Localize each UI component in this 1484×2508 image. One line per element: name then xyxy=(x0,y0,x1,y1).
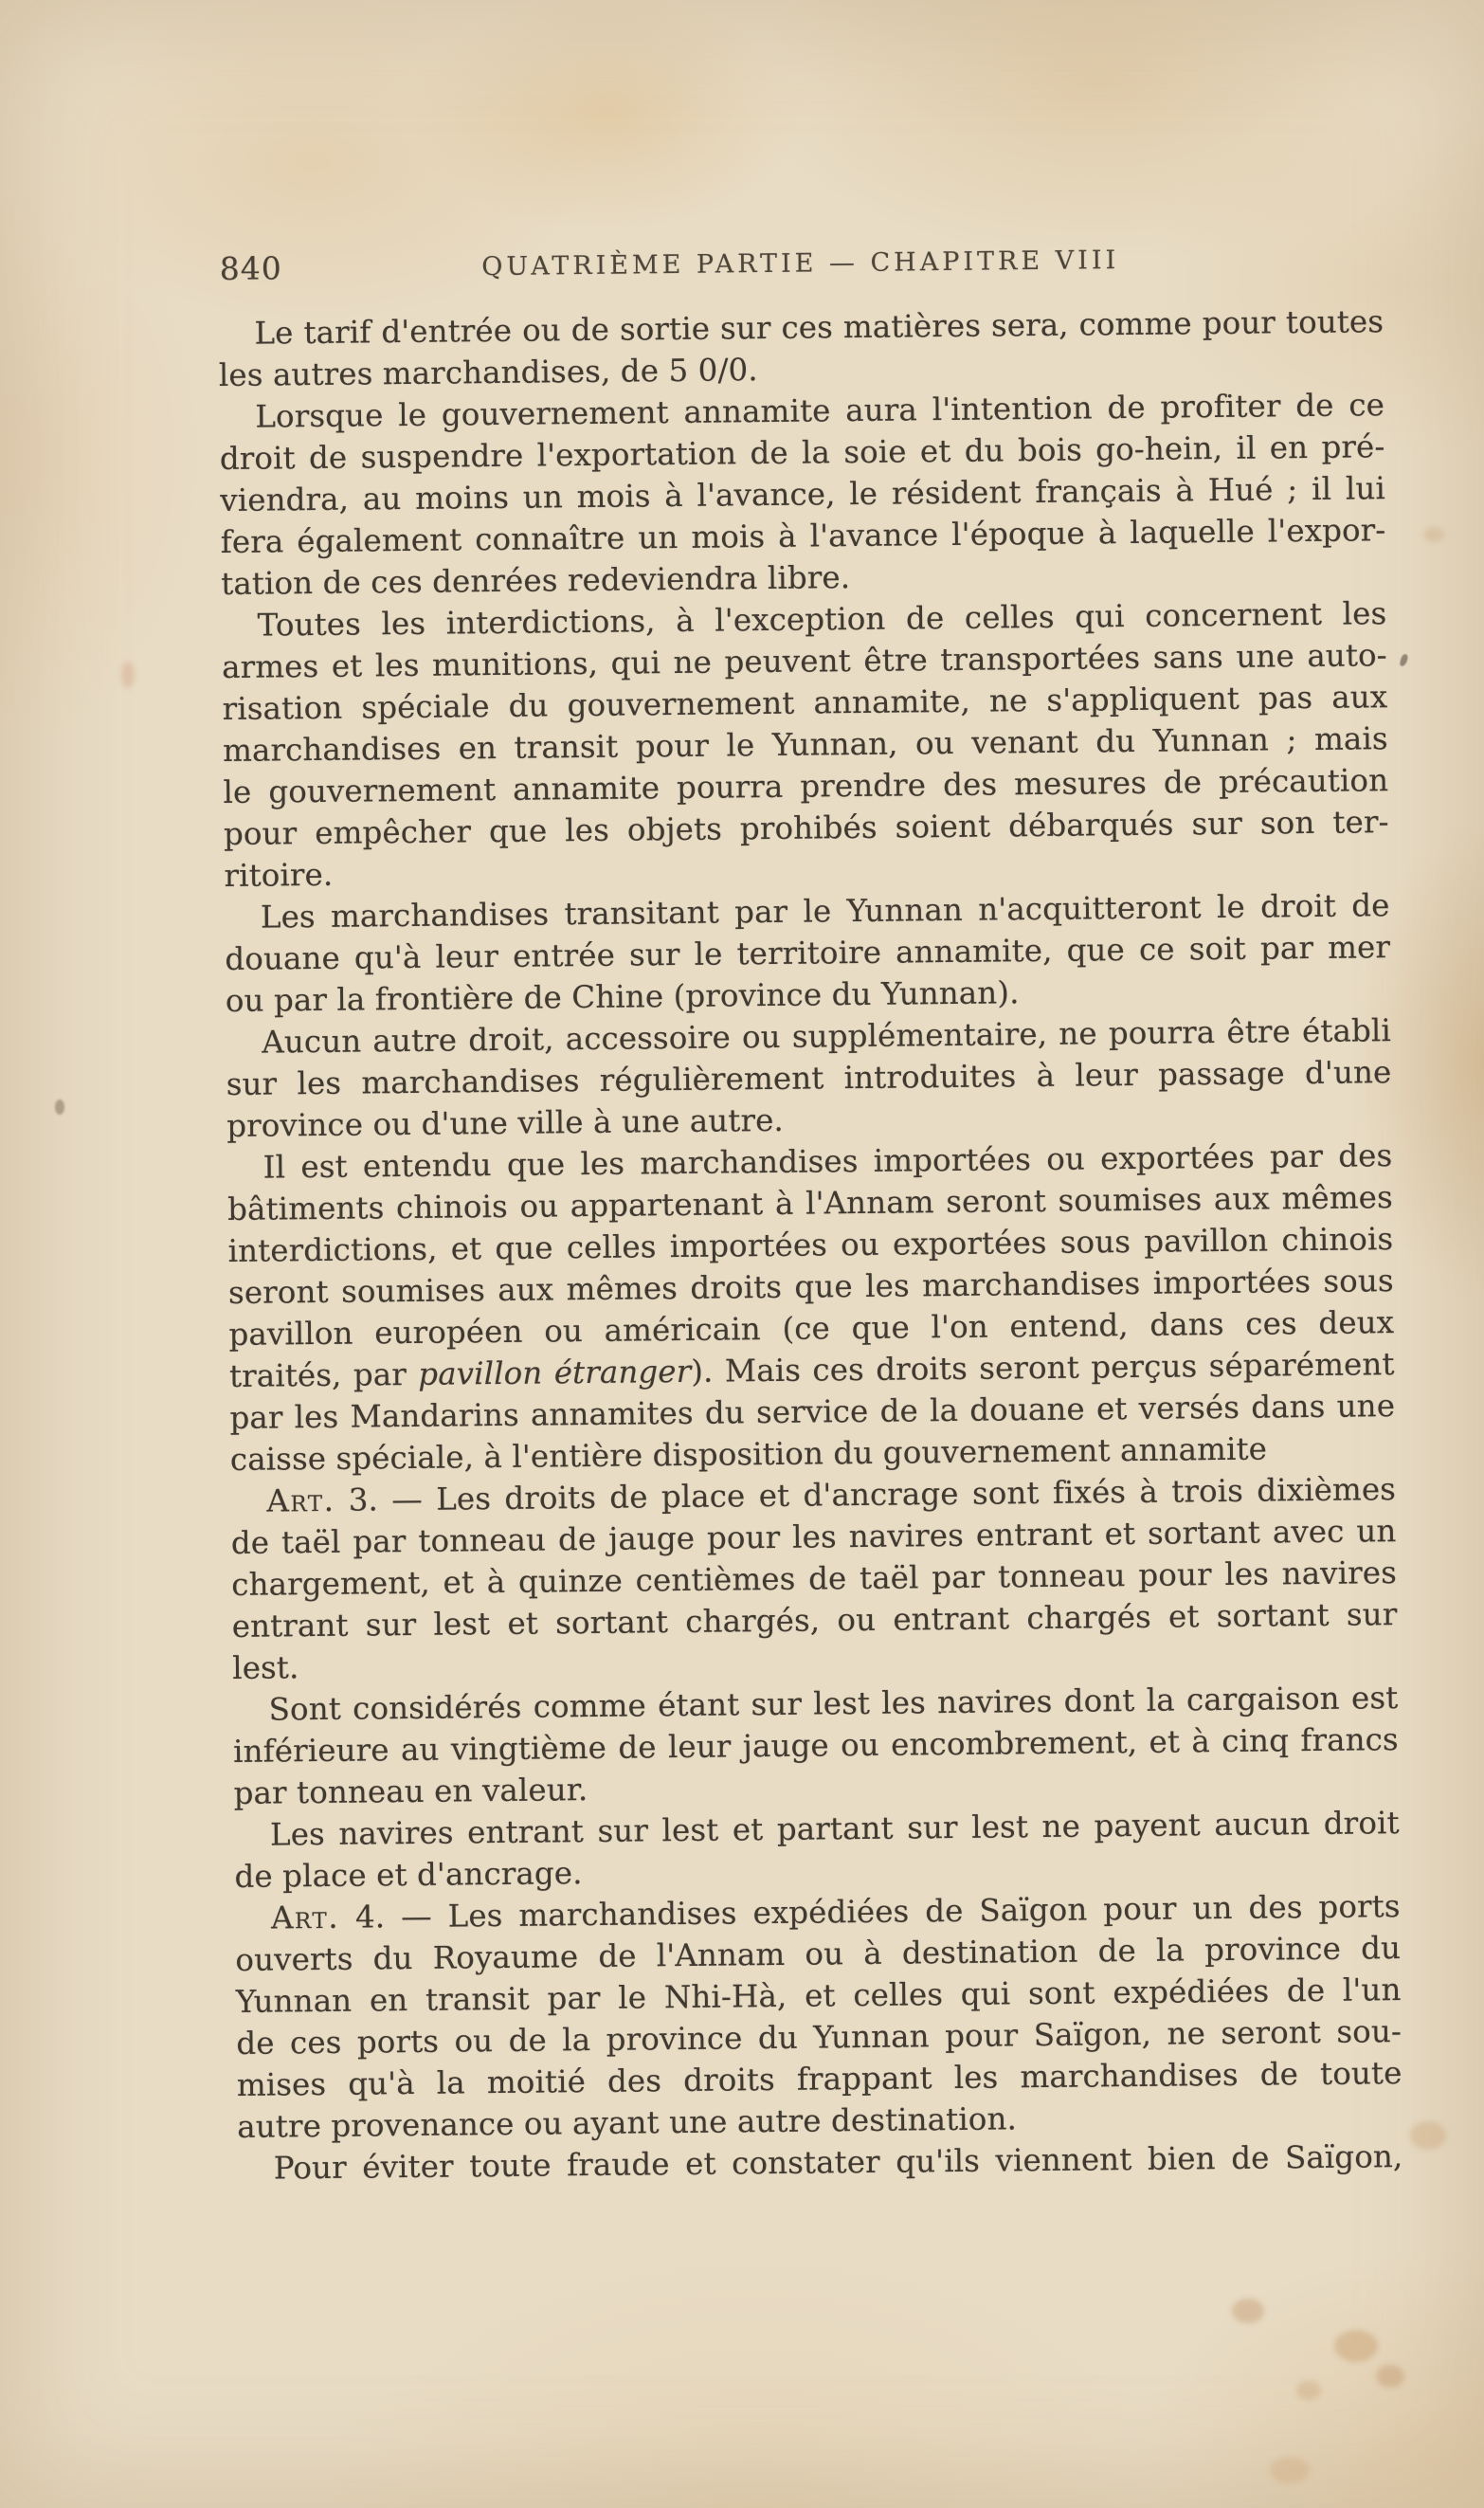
text-line: pour empêcher que les objets prohibés soient débarqués sur son ter- xyxy=(223,804,1389,853)
body-text xyxy=(218,300,1403,2190)
page-content xyxy=(218,236,1403,2190)
text-line: douane qu'à leur entrée sur le territoire annamite, que ce soit par mer xyxy=(225,929,1391,978)
text-line: Lorsque le gouvernement annamite aura l'intention de profiter de ce xyxy=(255,387,1385,435)
running-head: QUATRIÈME PARTIE — CHAPITRE VIII xyxy=(481,245,1120,282)
text-line: viendra, au moins un mois à l'avance, le résident français à Hué ; il lui xyxy=(220,470,1386,519)
text-line: tation de ces denrées redeviendra libre. xyxy=(221,559,851,603)
text-line: mises qu'à la moitié des droits frappant les marchandises de toute xyxy=(236,2055,1403,2103)
text-line: entrant sur lest et sortant chargés, ou entrant chargés et sortant sur xyxy=(231,1596,1398,1645)
text-line: droit de suspendre l'exportation de la soie et du bois go-hein, il en pré- xyxy=(219,428,1385,478)
text-line: ritoire. xyxy=(224,856,334,895)
text-line: inférieure au vingtième de leur jauge ou encombrement, et à cinq francs xyxy=(232,1721,1399,1770)
text-line: ouverts du Royaume de l'Annam ou à destination de la province du xyxy=(235,1930,1402,1978)
text-line: interdictions, et que celles importées ou exportées sous pavillon chinois xyxy=(227,1221,1394,1269)
text-line: caisse spéciale, à l'entière disposition du gouvernement annamite xyxy=(229,1430,1268,1478)
ink-speck xyxy=(55,1100,64,1115)
fox-spot xyxy=(1423,527,1444,542)
text-line: bâtiments chinois ou appartenant à l'Annam seront soumises aux mêmes xyxy=(226,1179,1393,1227)
text-line: Aucun autre droit, accessoire ou supplémentaire, ne pourra être établi xyxy=(262,1012,1392,1061)
text-line: fera également connaître un mois à l'avance l'époque à laquelle l'expor- xyxy=(220,512,1386,561)
text-line: province ou d'une ville à une autre. xyxy=(226,1101,785,1145)
text-line: traités, par pavillon étranger). Mais ces droits seront perçus séparément xyxy=(228,1346,1395,1394)
text-line: Sont considérés comme étant sur lest les navires dont la cargaison est xyxy=(268,1680,1399,1728)
ink-speck xyxy=(1400,653,1409,666)
text-line: armes et les munitions, qui ne peuvent être transportées sans une auto- xyxy=(221,637,1387,686)
text-line: de taël par tonneau de jauge pour les navires entrant et sortant avec un xyxy=(230,1513,1397,1561)
text-line: Le tarif d'entrée ou de sortie sur ces matières sera, comme pour toutes xyxy=(254,303,1384,352)
fox-spot xyxy=(1296,2381,1321,2400)
text-line: seront soumises aux mêmes droits que les marchandises importées sous xyxy=(227,1263,1394,1311)
text-line: Pour éviter toute fraude et constater qu'ils viennent bien de Saïgon, xyxy=(273,2138,1403,2187)
text-line: de place et d'ancrage. xyxy=(234,1855,583,1895)
text-line: lest. xyxy=(232,1649,299,1686)
fox-spot xyxy=(1334,2330,1378,2362)
fox-spot xyxy=(1410,2121,1446,2150)
fox-spot xyxy=(1232,2299,1264,2323)
text-line: pavillon européen ou américain (ce que l'on entend, dans ces deux xyxy=(228,1304,1395,1353)
text-line: Les marchandises transitant par le Yunnan n'acquitteront le droit de xyxy=(260,887,1390,936)
text-line: ou par la frontière de Chine (province du Yunnan). xyxy=(225,974,1020,1020)
text-line: Il est entendu que les marchandises importées ou exportées par des xyxy=(262,1137,1393,1186)
text-line: Les navires entrant sur lest et partant sur lest ne payent aucun droit xyxy=(269,1805,1400,1853)
text-line: le gouvernement annamite pourra prendre des mesures de précaution xyxy=(223,762,1389,811)
page-number: 840 xyxy=(219,249,282,288)
text-line: Art. 3. — Les droits de place et d'ancrage sont fixés à trois dixièmes xyxy=(266,1471,1397,1519)
text-line: autre provenance ou ayant une autre destination. xyxy=(237,2100,1018,2145)
page-header xyxy=(218,236,1384,290)
text-line: par les Mandarins annamites du service de la douane et versés dans une xyxy=(229,1388,1396,1436)
text-line: Yunnan en transit par le Nhi-Hà, et celles qui sont expédiées de l'un xyxy=(235,1972,1402,2020)
text-line: Toutes les interdictions, à l'exception de celles qui concernent les xyxy=(257,595,1387,644)
text-line: par tonneau en valeur. xyxy=(233,1772,588,1811)
fox-spot xyxy=(1270,2457,1310,2483)
text-line: les autres marchandises, de 5 0/0. xyxy=(218,352,758,394)
fox-spot xyxy=(1376,2365,1404,2388)
text-line: chargement, et à quinze centièmes de taël par tonneau pour les navires xyxy=(231,1554,1398,1603)
text-line: risation spéciale du gouvernement annamite, ne s'appliquent pas aux xyxy=(222,679,1388,728)
text-line: sur les marchandises régulièrement introduites à leur passage d'une xyxy=(226,1054,1392,1103)
text-line: Art. 4. — Les marchandises expédiées de Saïgon pour un des ports xyxy=(270,1888,1401,1936)
fox-spot xyxy=(121,662,135,688)
text-line: marchandises en transit pour le Yunnan, ou venant du Yunnan ; mais xyxy=(222,720,1388,770)
text-line: de ces ports ou de la province du Yunnan pour Saïgon, ne seront sou- xyxy=(236,2013,1403,2062)
